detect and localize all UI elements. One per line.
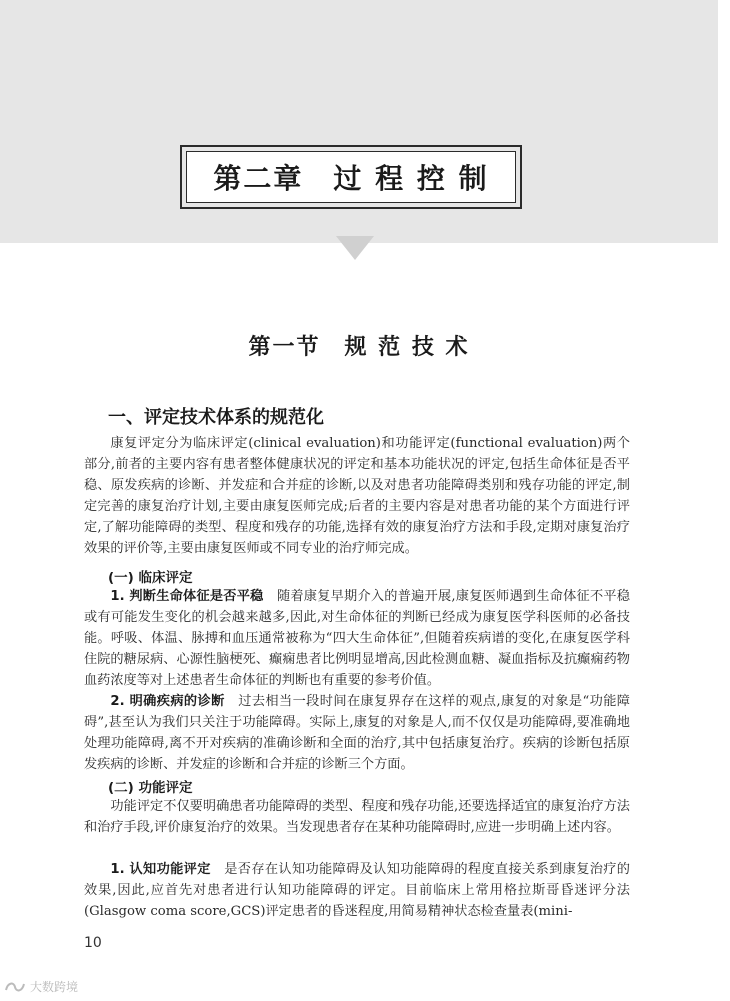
chapter-title-frame — [180, 145, 522, 209]
paragraph-2: 功能评定不仅要明确患者功能障碍的类型、程度和残存功能,还要选择适宜的康复治疗方法和治疗手段,评价康复治疗的效果。当发现患者存在某种功能障碍时,应进一步明确上述内容。 — [84, 799, 630, 835]
watermark-text: 大数跨境 — [30, 980, 79, 994]
section-title: 第一节 规 范 技 术 — [248, 334, 470, 360]
item-2-text: 过去相当一段时间在康复界存在这样的观点,康复的对象是“功能障碍”,甚至认为我们只关注于功能障碍。实际上,康复的对象是人,而不仅仅是功能障碍,要准确地处理功能障碍,离不开对疾病的准确诊断和全面的治疗,其中包括康复治疗。疾病的诊断包括原发疾病的诊断、并发症的诊断和合并症的诊断三个方面。 — [84, 694, 630, 772]
watermark — [4, 978, 78, 995]
item-1-lead: 1. 判断生命体征是否平稳 — [110, 589, 264, 604]
paragraph-1: 康复评定分为临床评定(clinical evaluation)和功能评定(functional evaluation)两个部分,前者的主要内容有患者整体健康状况的评定和基本功能状况的评定,包括生命体征是否平稳、原发疾病的诊断、并发症和合并症的诊断,以及对患者功能障碍类别和残存功能的评定,制定完善的康复治疗计划,主要由康复医师完成;后者的主要内容是对患者功能的某个方面进行评定,了解功能障碍的类型、程度和残存的功能,选择有效的康复治疗方法和手段,定期对康复治疗效果的评价等,主要由康复医师或不同专业的治疗师完成。 — [84, 436, 630, 556]
item-3-lead: 1. 认知功能评定 — [110, 862, 211, 877]
down-triangle-icon — [336, 236, 374, 260]
chapter-title: 第二章 过 程 控 制 — [213, 162, 489, 195]
item-1-text: 随着康复早期介入的普遍开展,康复医师遇到生命体征不平稳或有可能发生变化的机会越来越多,因此,对生命体征的判断已经成为康复医学科医师的必备技能。呼吸、体温、脉搏和血压通常被称为“四大生命体征”,但随着疾病谱的变化,在康复医学科住院的糖尿病、心源性脑梗死、癫痫患者比例明显增高,因此检测血糖、凝血指标及抗癫痫药物血药浓度等对上述患者生命体征的判断也有重要的参考价值。 — [84, 589, 630, 688]
heading-1: 一、评定技术体系的规范化 — [108, 407, 324, 428]
page-number: 10 — [84, 935, 102, 951]
watermark-logo-icon — [4, 980, 26, 994]
item-2-lead: 2. 明确疾病的诊断 — [110, 694, 225, 709]
item-3-text: 是否存在认知功能障碍及认知功能障碍的程度直接关系到康复治疗的效果,因此,应首先对患者进行认知功能障碍的评定。目前临床上常用格拉斯哥昏迷评分法(Glasgow coma score,GCS)评定患者的昏迷程度,用简易精神状态检查量表(mini- — [84, 862, 630, 919]
paragraph-vital-signs — [84, 586, 630, 691]
subheading-clinical-evaluation: (一) 临床评定 — [108, 570, 193, 586]
paragraph-disease-diagnosis — [84, 691, 630, 775]
paragraph-cognitive-evaluation — [84, 859, 630, 922]
page-right-margin — [718, 0, 730, 1001]
chapter-title-inner-frame — [186, 151, 516, 203]
subheading-functional-evaluation: (二) 功能评定 — [108, 780, 193, 796]
